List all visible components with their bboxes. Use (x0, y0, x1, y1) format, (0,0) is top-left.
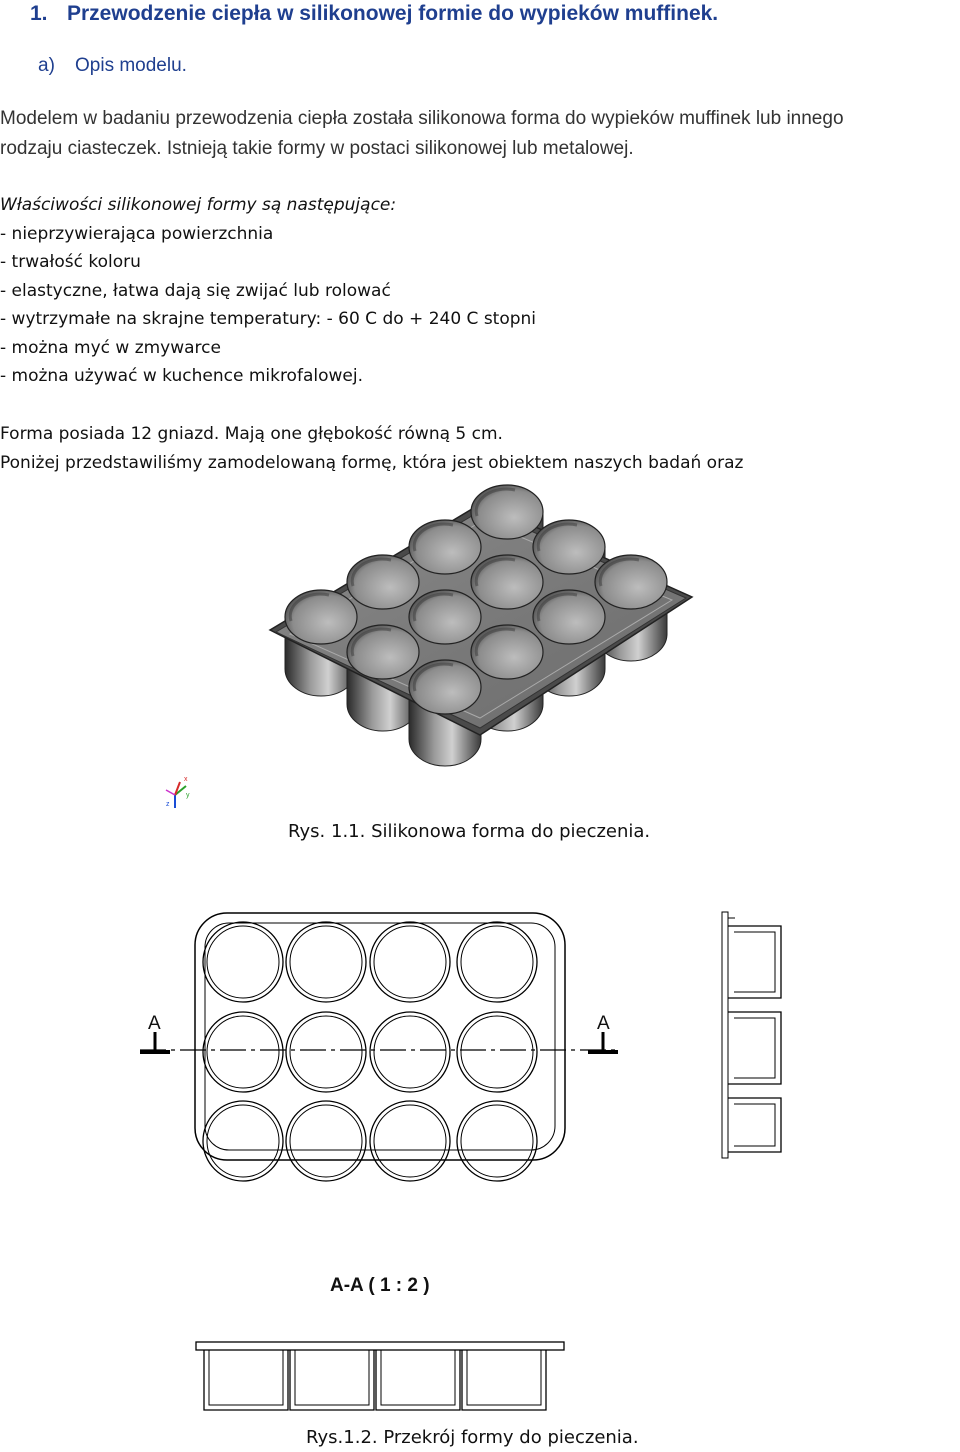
cavity-opening (285, 590, 357, 644)
top-view-cavity (286, 922, 366, 1002)
top-view-cavity (203, 1012, 283, 1092)
section-mark-right: A (597, 1013, 610, 1034)
svg-text:z: z (166, 801, 170, 808)
description-paragraph (0, 420, 743, 478)
figure2-caption: Rys.1.2. Przekrój formy do pieczenia. (306, 1427, 639, 1448)
top-view-cavity (370, 1012, 450, 1092)
cavity-opening (471, 625, 543, 679)
section-aa-drawing (0, 1265, 960, 1415)
tray-side-view (722, 912, 781, 1158)
section-number: 1. (30, 2, 48, 25)
description-line: Poniżej przedstawiliśmy zamodelowaną formę, która jest obiektem naszych badań oraz (0, 453, 744, 473)
cavity-opening (347, 555, 419, 609)
top-view-cavity (370, 1101, 450, 1181)
property-item: - można używać w kuchence mikrofalowej. (0, 366, 363, 386)
cavity-opening (595, 555, 667, 609)
top-view-cavity (203, 922, 283, 1002)
property-item: - trwałość koloru (0, 252, 141, 272)
properties-title: Właściwości silikonowej formy są następujące: (0, 195, 397, 215)
intro-line: rodzaju ciasteczek. Istnieją takie formy w postaci silikonowej lub metalowej. (0, 138, 634, 159)
top-view-cavity (203, 1101, 283, 1181)
top-view-cavity (457, 1101, 537, 1181)
section-title: Przewodzenie ciepła w silikonowej formie do wypieków muffinek. (67, 2, 719, 25)
figure1-caption: Rys. 1.1. Silikonowa forma do pieczenia. (288, 821, 651, 842)
section-rim (196, 1342, 564, 1350)
axis-triad-icon (166, 776, 190, 808)
section-cavity (204, 1350, 288, 1410)
cavity-opening (409, 520, 481, 574)
top-view-cavity (370, 922, 450, 1002)
cavity-opening (347, 625, 419, 679)
tray-top-view-drawing (0, 905, 960, 1165)
property-item: - wytrzymałe na skrajne temperatury: - 60 C do + 240 C stopni (0, 309, 537, 329)
svg-text:x: x (184, 776, 188, 783)
cavity-opening (471, 485, 543, 539)
section-cavity (462, 1350, 546, 1410)
description-line: Forma posiada 12 gniazd. Mają one głębokość równą 5 cm. (0, 424, 503, 444)
top-view-cavities (203, 922, 537, 1181)
top-view-cavity (286, 1101, 366, 1181)
cavity-opening (471, 555, 543, 609)
subsection-heading (38, 55, 187, 77)
tray-outline-inner (205, 923, 555, 1150)
intro-line: Modelem w badaniu przewodzenia ciepła została silikonowa forma do wypieków muffinek lub innego (0, 108, 844, 129)
top-view-cavity (457, 1012, 537, 1092)
section-title: A-A ( 1 : 2 ) (330, 1275, 430, 1296)
cavity-opening (409, 660, 481, 714)
cavity-opening (533, 590, 605, 644)
section-cavity (290, 1350, 374, 1410)
property-item: - elastyczne, łatwa dają się zwijać lub rolować (0, 280, 391, 301)
tray-outline-outer (195, 913, 565, 1160)
subsection-number: a) (38, 55, 55, 76)
muffin-tray-3d-render (0, 490, 960, 830)
section-mark-left: A (148, 1013, 161, 1034)
cavity-opening (409, 590, 481, 644)
section-cavity (376, 1350, 460, 1410)
top-view-cavity (457, 922, 537, 1002)
property-item: - nieprzywierająca powierzchnia (0, 223, 274, 244)
property-item: - można myć w zmywarce (0, 337, 221, 358)
top-view-cavity (286, 1012, 366, 1092)
svg-text:y: y (186, 792, 190, 799)
section-cavities (204, 1350, 546, 1410)
subsection-title: Opis modelu. (75, 55, 187, 76)
section-heading (30, 2, 718, 26)
properties-list (0, 191, 536, 391)
intro-paragraph (0, 104, 844, 164)
cavity-opening (533, 520, 605, 574)
